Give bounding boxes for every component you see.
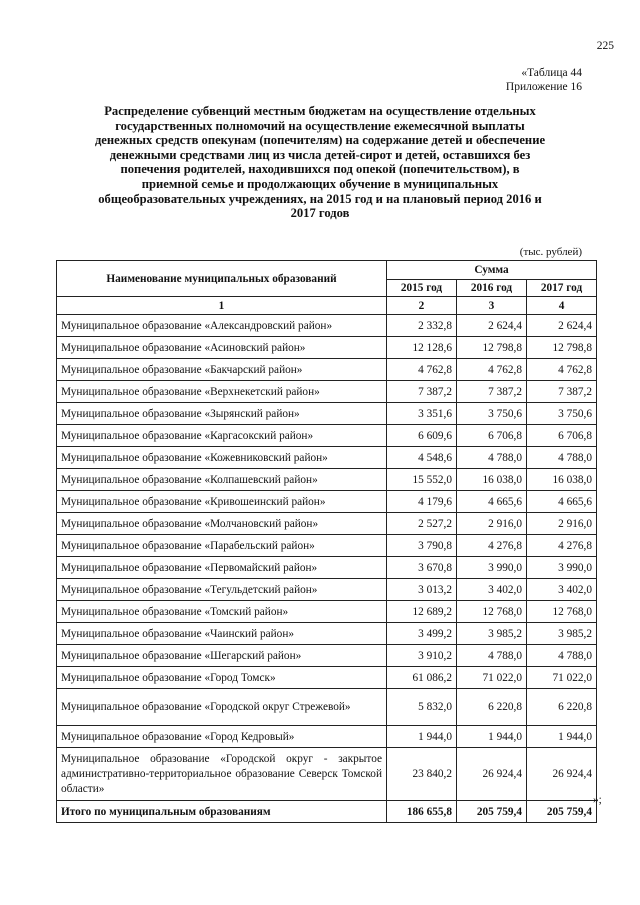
amount-2016: 3 990,0 bbox=[457, 557, 527, 579]
municipality-name: Муниципальное образование «Город Кедровый» bbox=[57, 726, 387, 748]
municipality-name: Муниципальное образование «Чаинский район» bbox=[57, 623, 387, 645]
amount-2017: 3 750,6 bbox=[527, 403, 597, 425]
amount-2016: 7 387,2 bbox=[457, 381, 527, 403]
amount-2015: 12 128,6 bbox=[387, 337, 457, 359]
column-header-name: Наименование муниципальных образований bbox=[57, 261, 387, 297]
amount-2017: 4 788,0 bbox=[527, 645, 597, 667]
column-number: 2 bbox=[387, 297, 457, 315]
amount-2017: 2 916,0 bbox=[527, 513, 597, 535]
table-row bbox=[57, 425, 597, 447]
amount-2016: 3 750,6 bbox=[457, 403, 527, 425]
title-line: общеобразовательных учреждениях, на 2015 год и на плановый период 2016 и bbox=[98, 191, 542, 206]
amount-2017: 3 990,0 bbox=[527, 557, 597, 579]
column-header-2016: 2016 год bbox=[457, 280, 527, 297]
total-label: Итого по муниципальным образованиям bbox=[57, 801, 387, 823]
municipality-name: Муниципальное образование «Александровский район» bbox=[57, 315, 387, 337]
amount-2016: 16 038,0 bbox=[457, 469, 527, 491]
amount-2016: 26 924,4 bbox=[457, 748, 527, 801]
municipality-name: Муниципальное образование «Шегарский район» bbox=[57, 645, 387, 667]
amount-2015: 2 332,8 bbox=[387, 315, 457, 337]
amount-2017: 4 665,6 bbox=[527, 491, 597, 513]
title-line: денежных средств опекунам (попечителям) на содержание детей и обеспечение bbox=[94, 133, 546, 148]
table-row bbox=[57, 513, 597, 535]
amount-2015: 5 832,0 bbox=[387, 689, 457, 726]
municipality-name: Муниципальное образование «Городской округ - закрытое административно-территориальное образование Северск Томской области» bbox=[57, 748, 387, 801]
total-2016: 205 759,4 bbox=[457, 801, 527, 823]
title-line: 2017 годов bbox=[290, 206, 350, 221]
municipality-name: Муниципальное образование «Верхнекетский район» bbox=[57, 381, 387, 403]
title-line: денежными средствами лиц из числа детей-сирот и детей, оставшихся без bbox=[109, 147, 531, 162]
municipality-name: Муниципальное образование «Город Томск» bbox=[57, 667, 387, 689]
municipality-name: Муниципальное образование «Бакчарский район» bbox=[57, 359, 387, 381]
amount-2016: 71 022,0 bbox=[457, 667, 527, 689]
amount-2016: 1 944,0 bbox=[457, 726, 527, 748]
column-header-2017: 2017 год bbox=[527, 280, 597, 297]
municipality-name: Муниципальное образование «Каргасокский район» bbox=[57, 425, 387, 447]
amount-2015: 3 670,8 bbox=[387, 557, 457, 579]
amount-2015: 6 609,6 bbox=[387, 425, 457, 447]
amount-2017: 3 985,2 bbox=[527, 623, 597, 645]
table-row bbox=[57, 447, 597, 469]
table-row bbox=[57, 381, 597, 403]
municipality-name: Муниципальное образование «Зырянский район» bbox=[57, 403, 387, 425]
amount-2017: 1 944,0 bbox=[527, 726, 597, 748]
amount-2015: 3 790,8 bbox=[387, 535, 457, 557]
table-row bbox=[57, 359, 597, 381]
amount-2017: 4 788,0 bbox=[527, 447, 597, 469]
amount-2015: 4 762,8 bbox=[387, 359, 457, 381]
amount-2017: 26 924,4 bbox=[527, 748, 597, 801]
amount-2016: 6 706,8 bbox=[457, 425, 527, 447]
amount-2016: 2 916,0 bbox=[457, 513, 527, 535]
municipality-name: Муниципальное образование «Городской округ Стрежевой» bbox=[57, 689, 387, 726]
table-row bbox=[57, 645, 597, 667]
amount-2015: 3 013,2 bbox=[387, 579, 457, 601]
amount-2017: 16 038,0 bbox=[527, 469, 597, 491]
appendix-reference bbox=[506, 66, 582, 94]
amount-2016: 4 665,6 bbox=[457, 491, 527, 513]
column-header-sum: Сумма bbox=[387, 261, 597, 280]
title-line: приемной семье и продолжающих обучение в муниципальных bbox=[141, 176, 499, 191]
municipality-name: Муниципальное образование «Колпашевский район» bbox=[57, 469, 387, 491]
table-row bbox=[57, 535, 597, 557]
amount-2016: 12 798,8 bbox=[457, 337, 527, 359]
amount-2015: 61 086,2 bbox=[387, 667, 457, 689]
amount-2015: 4 548,6 bbox=[387, 447, 457, 469]
amount-2016: 2 624,4 bbox=[457, 315, 527, 337]
amount-2016: 4 788,0 bbox=[457, 447, 527, 469]
municipality-name: Муниципальное образование «Кожевниковский район» bbox=[57, 447, 387, 469]
municipality-name: Муниципальное образование «Молчановский район» bbox=[57, 513, 387, 535]
amount-2017: 12 798,8 bbox=[527, 337, 597, 359]
amount-2015: 2 527,2 bbox=[387, 513, 457, 535]
table-row bbox=[57, 689, 597, 726]
column-number: 4 bbox=[527, 297, 597, 315]
amount-2015: 4 179,6 bbox=[387, 491, 457, 513]
total-row bbox=[57, 801, 597, 823]
amount-2015: 23 840,2 bbox=[387, 748, 457, 801]
table-row bbox=[57, 601, 597, 623]
amount-2015: 3 351,6 bbox=[387, 403, 457, 425]
amount-2015: 12 689,2 bbox=[387, 601, 457, 623]
amount-2015: 1 944,0 bbox=[387, 726, 457, 748]
amount-2017: 4 276,8 bbox=[527, 535, 597, 557]
amount-2016: 3 402,0 bbox=[457, 579, 527, 601]
amount-2017: 7 387,2 bbox=[527, 381, 597, 403]
amount-2017: 3 402,0 bbox=[527, 579, 597, 601]
table-row bbox=[57, 491, 597, 513]
amount-2017: 71 022,0 bbox=[527, 667, 597, 689]
table-row bbox=[57, 315, 597, 337]
amount-2017: 4 762,8 bbox=[527, 359, 597, 381]
amount-2015: 7 387,2 bbox=[387, 381, 457, 403]
table-reference: «Таблица 44 bbox=[521, 67, 582, 79]
title-line: попечения родителей, находившихся под опекой (попечительством), в bbox=[120, 162, 520, 177]
amount-2016: 4 762,8 bbox=[457, 359, 527, 381]
amount-2017: 6 706,8 bbox=[527, 425, 597, 447]
table-row bbox=[57, 403, 597, 425]
amount-2015: 3 910,2 bbox=[387, 645, 457, 667]
table-row bbox=[57, 667, 597, 689]
municipality-name: Муниципальное образование «Парабельский район» bbox=[57, 535, 387, 557]
amount-2016: 4 276,8 bbox=[457, 535, 527, 557]
column-header-2015: 2015 год bbox=[387, 280, 457, 297]
title-line: государственных полномочий на осуществление ежемесячной выплаты bbox=[115, 118, 525, 133]
units-label: (тыс. рублей) bbox=[519, 246, 582, 258]
document-title bbox=[70, 104, 570, 221]
municipality-name: Муниципальное образование «Кривошеинский район» bbox=[57, 491, 387, 513]
table-row bbox=[57, 557, 597, 579]
municipality-name: Муниципальное образование «Первомайский район» bbox=[57, 557, 387, 579]
total-2017: 205 759,4 bbox=[527, 801, 597, 823]
municipality-name: Муниципальное образование «Томский район» bbox=[57, 601, 387, 623]
table-row bbox=[57, 748, 597, 801]
amount-2016: 4 788,0 bbox=[457, 645, 527, 667]
amount-2016: 3 985,2 bbox=[457, 623, 527, 645]
amount-2016: 12 768,0 bbox=[457, 601, 527, 623]
total-2015: 186 655,8 bbox=[387, 801, 457, 823]
table-row bbox=[57, 623, 597, 645]
appendix-label: Приложение 16 bbox=[505, 81, 582, 93]
amount-2017: 2 624,4 bbox=[527, 315, 597, 337]
table-row bbox=[57, 726, 597, 748]
page-number: 225 bbox=[596, 40, 614, 52]
column-number: 1 bbox=[57, 297, 387, 315]
municipality-name: Муниципальное образование «Тегульдетский район» bbox=[57, 579, 387, 601]
table-row bbox=[57, 337, 597, 359]
amount-2015: 3 499,2 bbox=[387, 623, 457, 645]
column-number: 3 bbox=[457, 297, 527, 315]
subsidy-table bbox=[56, 260, 597, 823]
table-row bbox=[57, 579, 597, 601]
amount-2016: 6 220,8 bbox=[457, 689, 527, 726]
title-line: Распределение субвенций местным бюджетам на осуществление отдельных bbox=[104, 104, 536, 118]
table-row bbox=[57, 469, 597, 491]
closing-quote: »; bbox=[593, 794, 602, 806]
amount-2017: 6 220,8 bbox=[527, 689, 597, 726]
amount-2015: 15 552,0 bbox=[387, 469, 457, 491]
amount-2017: 12 768,0 bbox=[527, 601, 597, 623]
municipality-name: Муниципальное образование «Асиновский район» bbox=[57, 337, 387, 359]
